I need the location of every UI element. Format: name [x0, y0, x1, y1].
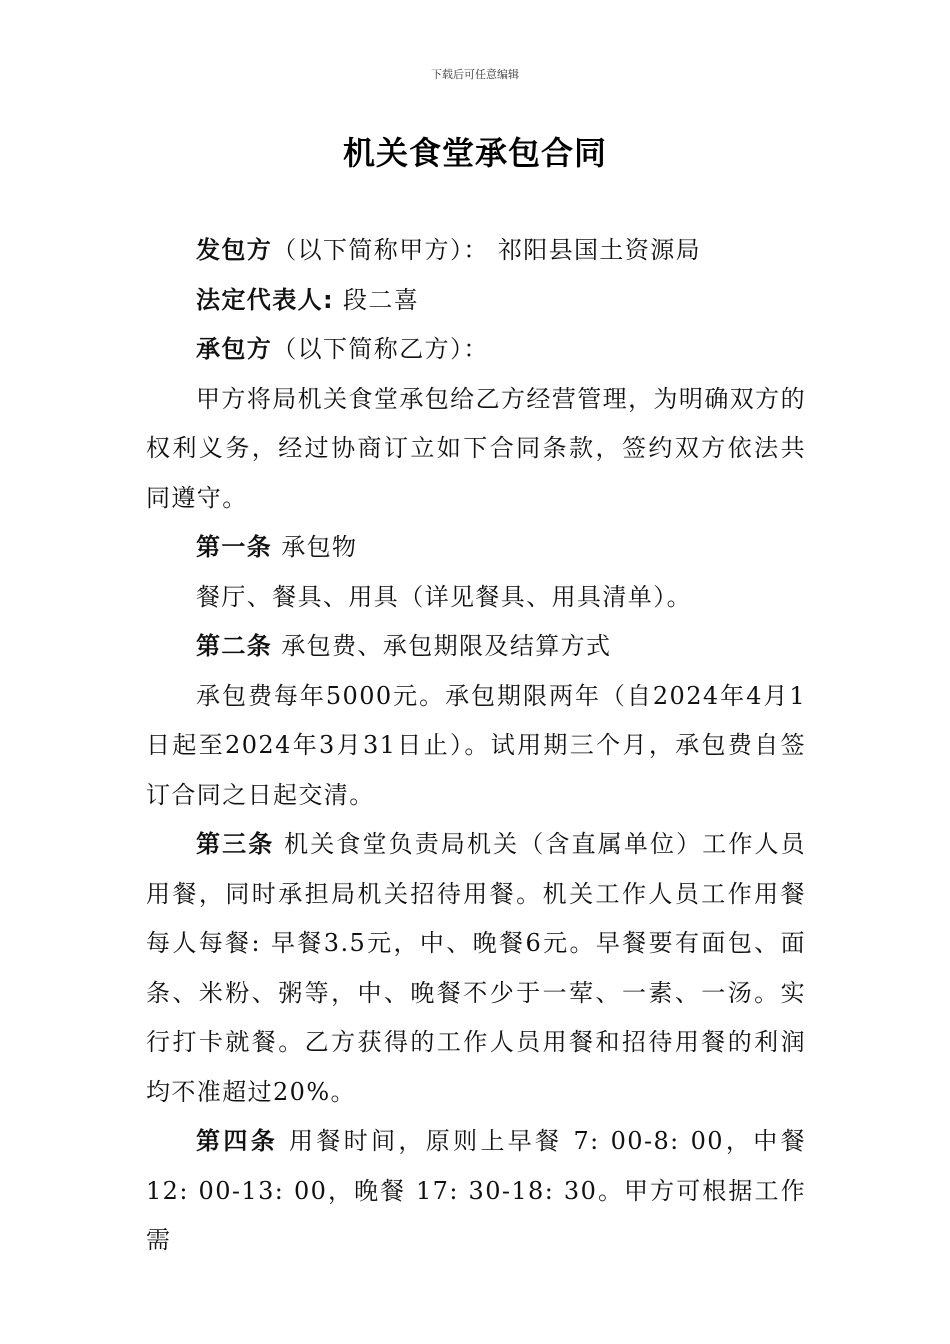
legal-rep-line [146, 276, 806, 326]
article-4-label: 第四条 [196, 1127, 279, 1155]
article-1-heading [146, 523, 806, 573]
article-2-body: 承包费每年5000元。承包期限两年（自2024年4月1日起至2024年3月31日止）。试用期三个月，承包费自签订合同之日起交清。 [146, 681, 806, 809]
preamble-paragraph: 甲方将局机关食堂承包给乙方经营管理，为明确双方的权利义务，经过协商订立如下合同条款，签约双方依法共同遵守。 [146, 384, 806, 512]
party-b-label: 承包方 [196, 335, 273, 363]
party-a-line [146, 226, 806, 276]
document-body [146, 226, 806, 1266]
article-2-heading [146, 622, 806, 672]
header-note: 下载后可任意编辑 [431, 68, 519, 81]
article-1-body: 餐厅、餐具、用具（详见餐具、用具清单）。 [196, 582, 692, 611]
party-b-line [146, 325, 806, 375]
party-a-label: 发包方 [196, 236, 273, 264]
article-3-label: 第三条 [196, 830, 275, 858]
article-2-label: 第二条 [196, 632, 273, 660]
article-4-paragraph [146, 1117, 806, 1266]
article-3-text: 机关食堂负责局机关（含直属单位）工作人员用餐，同时承担局机关招待用餐。机关工作人员工作用餐每人每餐: 早餐3.5元，中、晚餐6元。早餐要有面包、面条、米粉、粥等，中、晚餐不少于一荤、一素、一汤。实行打卡就餐。乙方获得的工作人员用餐和招待用餐的利润均不准超过20%。 [146, 830, 806, 1106]
article-1-title: 承包物 [272, 533, 358, 561]
article-1-label: 第一条 [196, 533, 273, 561]
party-b-text: （以下简称乙方）： [272, 335, 489, 363]
party-a-text: （以下简称甲方）： 祁阳县国土资源局 [272, 236, 702, 264]
legal-rep-label: 法定代表人: [196, 285, 334, 314]
legal-rep-text: 段二喜 [334, 285, 420, 314]
article-4-text: 用餐时间，原则上早餐 7: 00-8: 00，中餐12: 00-13: 00，晚餐 17: 30-18: 30。甲方可根据工作需 [146, 1127, 806, 1254]
article-3-paragraph [146, 820, 806, 1117]
article-2-title: 承包费、承包期限及结算方式 [272, 632, 612, 660]
document-title: 机关食堂承包合同 [342, 134, 607, 172]
